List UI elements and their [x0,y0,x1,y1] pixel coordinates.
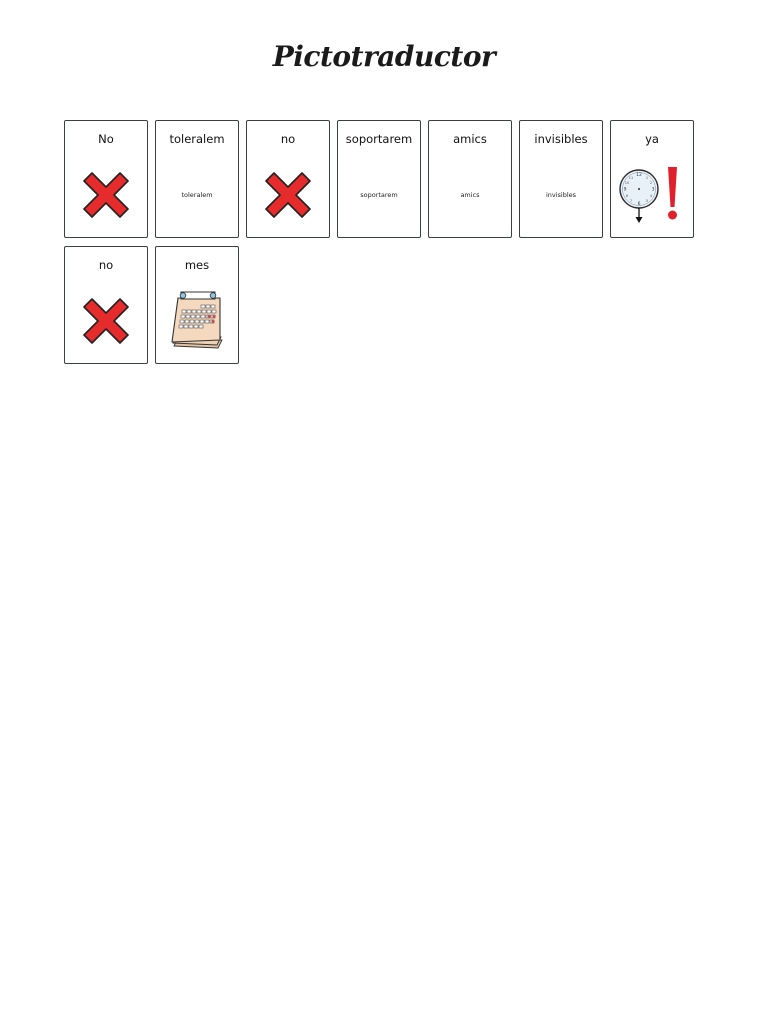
svg-text:12: 12 [636,173,642,178]
svg-text:5: 5 [645,199,649,203]
pictogram-card-list [64,120,704,364]
card-pictogram [611,161,693,229]
svg-text:1: 1 [645,176,649,180]
red-cross-icon [80,169,132,221]
card-word: No [98,132,114,146]
svg-text:11: 11 [628,176,634,180]
pictogram-card-invisibles[interactable] [519,120,603,238]
card-word: no [280,132,296,146]
svg-text:2: 2 [649,181,653,185]
card-word: mes [184,258,210,272]
svg-text:10: 10 [624,181,630,185]
card-word: amics [453,132,487,146]
pictogram-card-no-3[interactable] [64,246,148,364]
red-cross-icon [262,169,314,221]
card-word: invisibles [534,132,588,146]
card-pictogram [65,287,147,355]
card-caption: invisibles [545,191,577,199]
pictogram-card-toleralem[interactable] [155,120,239,238]
clock-exclamation-icon [617,163,687,227]
svg-text:9: 9 [623,187,627,193]
pictogram-card-amics[interactable] [428,120,512,238]
pictogram-card-mes[interactable] [155,246,239,364]
card-pictogram [338,161,420,229]
card-word: ya [645,132,659,146]
pictogram-card-no-2[interactable] [246,120,330,238]
pictogram-card-no[interactable] [64,120,148,238]
red-cross-icon [80,295,132,347]
card-pictogram [156,287,238,355]
card-caption: soportarem [360,191,398,199]
svg-text:7: 7 [629,199,633,203]
svg-text:8: 8 [625,194,629,198]
card-caption: amics [460,191,480,199]
card-caption: toleralem [181,191,213,199]
pictogram-card-soportarem[interactable] [337,120,421,238]
pictogram-card-ya[interactable] [610,120,694,238]
card-word: no [98,258,114,272]
card-pictogram [247,161,329,229]
card-word: toleralem [169,132,225,146]
exclamation-icon [668,167,677,220]
card-pictogram [429,161,511,229]
page-title: Pictotraductor [272,40,496,73]
card-pictogram [520,161,602,229]
calendar-icon [168,290,226,352]
svg-text:6: 6 [637,202,641,207]
svg-text:3: 3 [651,187,655,193]
svg-text:4: 4 [649,194,653,198]
card-pictogram [65,161,147,229]
card-word: soportarem [345,132,413,146]
clock-icon [620,170,658,223]
card-pictogram [156,161,238,229]
